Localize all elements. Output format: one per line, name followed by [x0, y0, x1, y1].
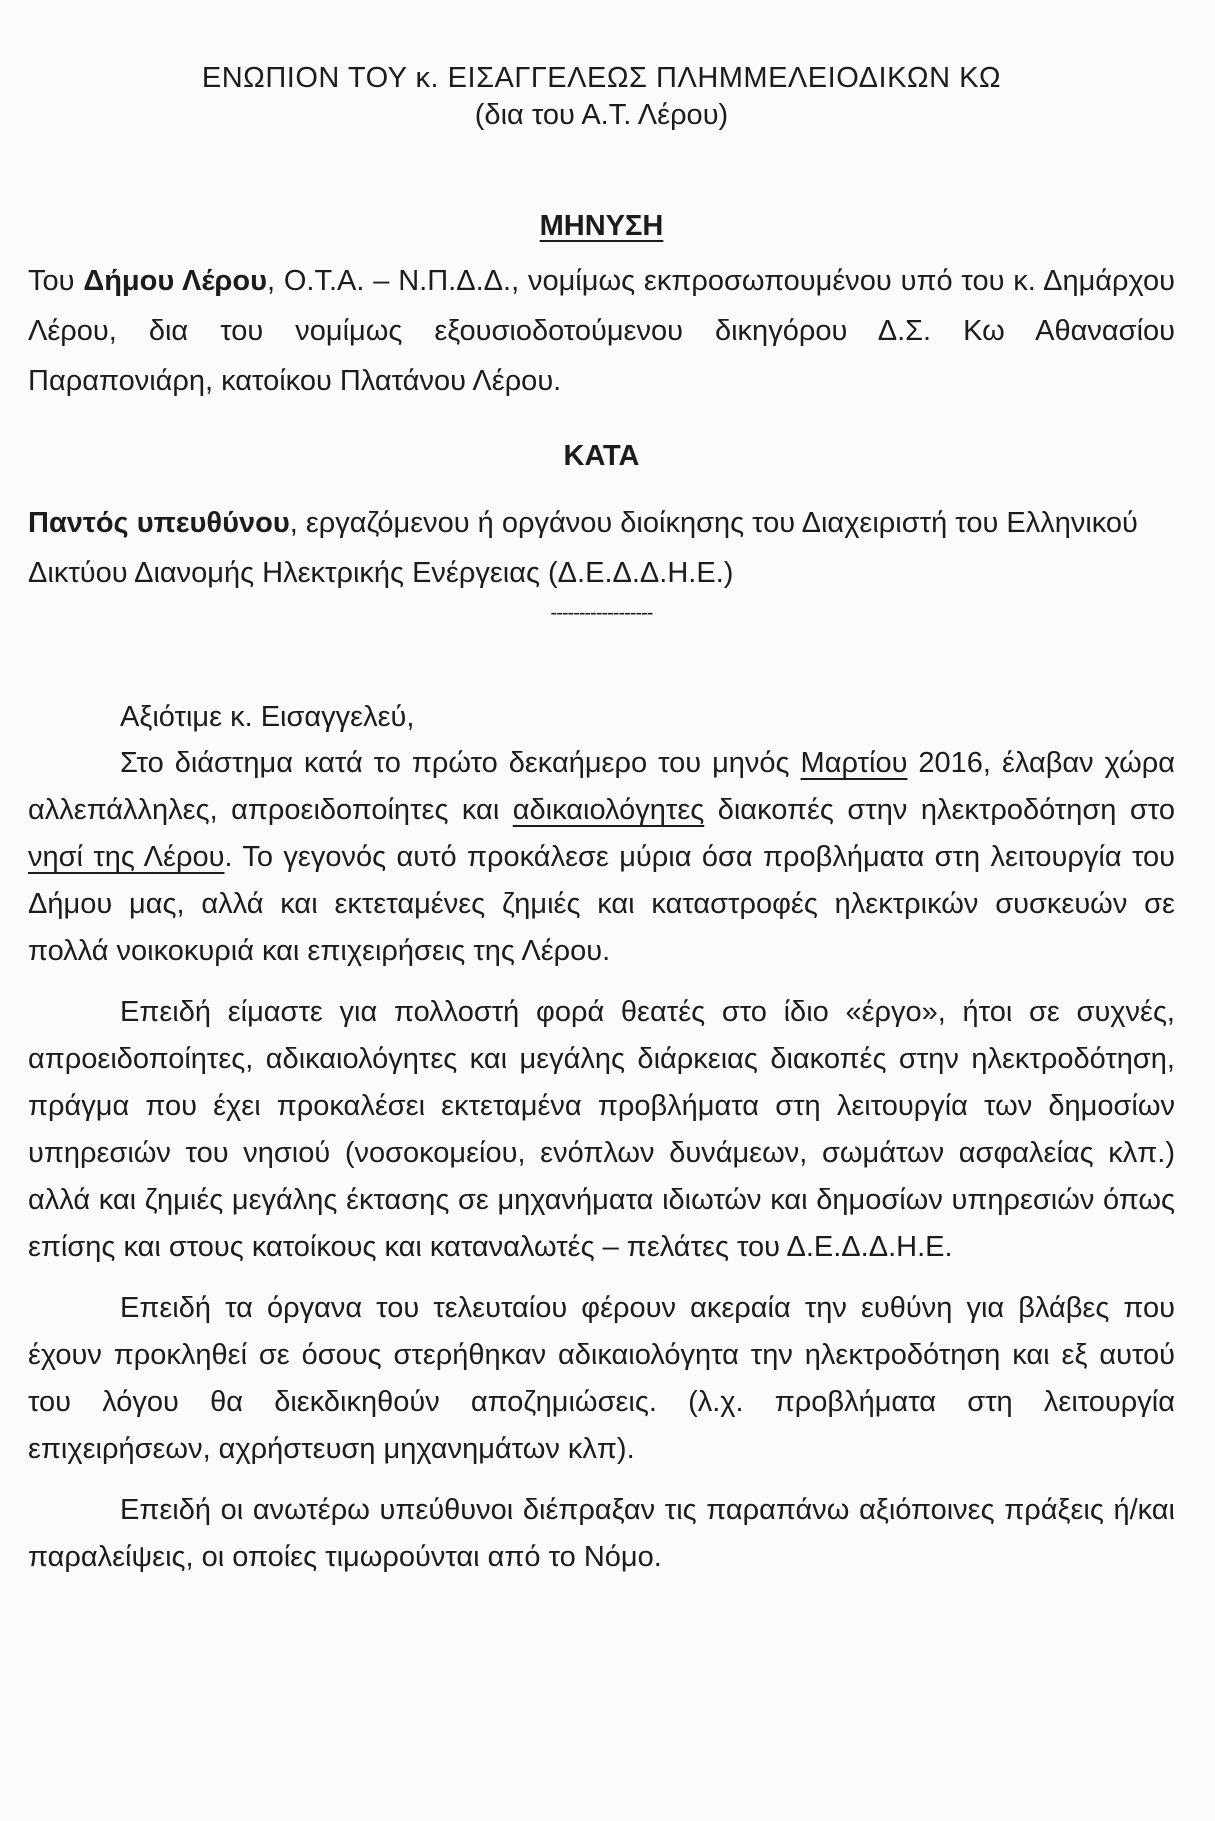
accused-name: Παντός υπευθύνου	[28, 507, 290, 539]
document-title: ΜΗΝΥΣΗ	[539, 210, 664, 242]
addressee-heading: ΕΝΩΠΙΟΝ ΤΟΥ κ. ΕΙΣΑΓΓΕΛΕΩΣ ΠΛΗΜΜΕΛΕΙΟΔΙΚΩΝ ΚΩ	[201, 62, 1002, 94]
paragraph-1-text-b: 2016, έλαβαν χώρα αλλεπάλληλες, απροειδοποίητες και	[28, 747, 1175, 826]
complainant-prefix: Του	[28, 265, 84, 297]
addressee-subheading: (δια του Α.Τ. Λέρου)	[474, 99, 729, 131]
paragraph-1-underline-month: Μαρτίου	[800, 747, 908, 779]
paragraph-1-text-d: . Το γεγονός αυτό προκάλεσε μύρια όσα προβλήματα στη λειτουργία του Δήμου μας, αλλά και εκτεταμένες ζημιές και καταστροφές ηλεκτρικών συσκευών σε πολλά νοικοκυριά και επιχειρήσεις της Λέρου.	[28, 841, 1175, 967]
paragraph-1-underline-unjustified: αδικαιολόγητες	[512, 794, 705, 826]
paragraph-3: Επειδή τα όργανα του τελευταίου φέρουν ακεραία την ευθύνη για βλάβες που έχουν προκληθεί σε όσους στερήθηκαν αδικαιολόγητα την ηλεκτροδότηση και εξ αυτού του λόγου θα διεκδικηθούν αποζημιώσεις. (λ.χ. προβλήματα στη λειτουργία επιχειρήσεων, αχρήστευση μηχανημάτων κλπ).	[28, 1292, 1175, 1465]
paragraph-2: Επειδή είμαστε για πολλοστή φορά θεατές στο ίδιο «έργο», ήτοι σε συχνές, απροειδοποίητες, αδικαιολόγητες και μεγάλης διάρκειας διακοπές στην ηλεκτροδότηση, πράγμα που έχει προκαλέσει εκτεταμένα προβλήματα στη λειτουργία των δημοσίων υπηρεσιών του νησιού (νοσοκομείου, ενόπλων δυνάμεων, σωμάτων ασφαλείας κλπ.) αλλά και ζημιές μεγάλης έκτασης σε μηχανήματα ιδιωτών και δημοσίων υπηρεσιών όπως επίσης και στους κατοίκους και καταναλωτές – πελάτες του Δ.Ε.Δ.Δ.Η.Ε.	[28, 996, 1175, 1263]
complainant-name: Δήμου Λέρου	[83, 265, 267, 297]
salutation: Αξιότιμε κ. Εισαγγελεύ,	[120, 701, 415, 733]
complainant-details: , Ο.Τ.Α. – Ν.Π.Δ.Δ., νομίμως εκπροσωπουμένου υπό του κ. Δημάρχου Λέρου, δια του νομίμως εξουσιοδοτούμενου δικηγόρου Δ.Σ. Κω Αθανασίου Παραπονιάρη, κατοίκου Πλατάνου Λέρου.	[28, 265, 1175, 397]
complainant-block	[28, 256, 1175, 406]
accused-block	[28, 498, 1175, 598]
section-separator: ------------------	[550, 602, 653, 624]
paragraph-4: Επειδή οι ανωτέρω υπεύθυνοι διέπραξαν τις παραπάνω αξιόποινες πράξεις ή/και παραλείψεις, οι οποίες τιμωρούνται από το Νόμο.	[28, 1494, 1175, 1573]
against-heading: ΚΑΤΑ	[563, 440, 640, 472]
paragraph-1-text-c: διακοπές στην ηλεκτροδότηση στο	[704, 794, 1175, 826]
paragraph-1-underline-island: νησί της Λέρου	[28, 841, 225, 873]
paragraph-1-text-a: Στο διάστημα κατά το πρώτο δεκαήμερο του μηνός	[120, 747, 801, 779]
paragraph-1	[28, 740, 1175, 975]
accused-details: , εργαζόμενου ή οργάνου διοίκησης του Διαχειριστή του Ελληνικού Δικτύου Διανομής Ηλεκτρικής Ενέργειας (Δ.Ε.Δ.Δ.Η.Ε.)	[28, 507, 1138, 589]
